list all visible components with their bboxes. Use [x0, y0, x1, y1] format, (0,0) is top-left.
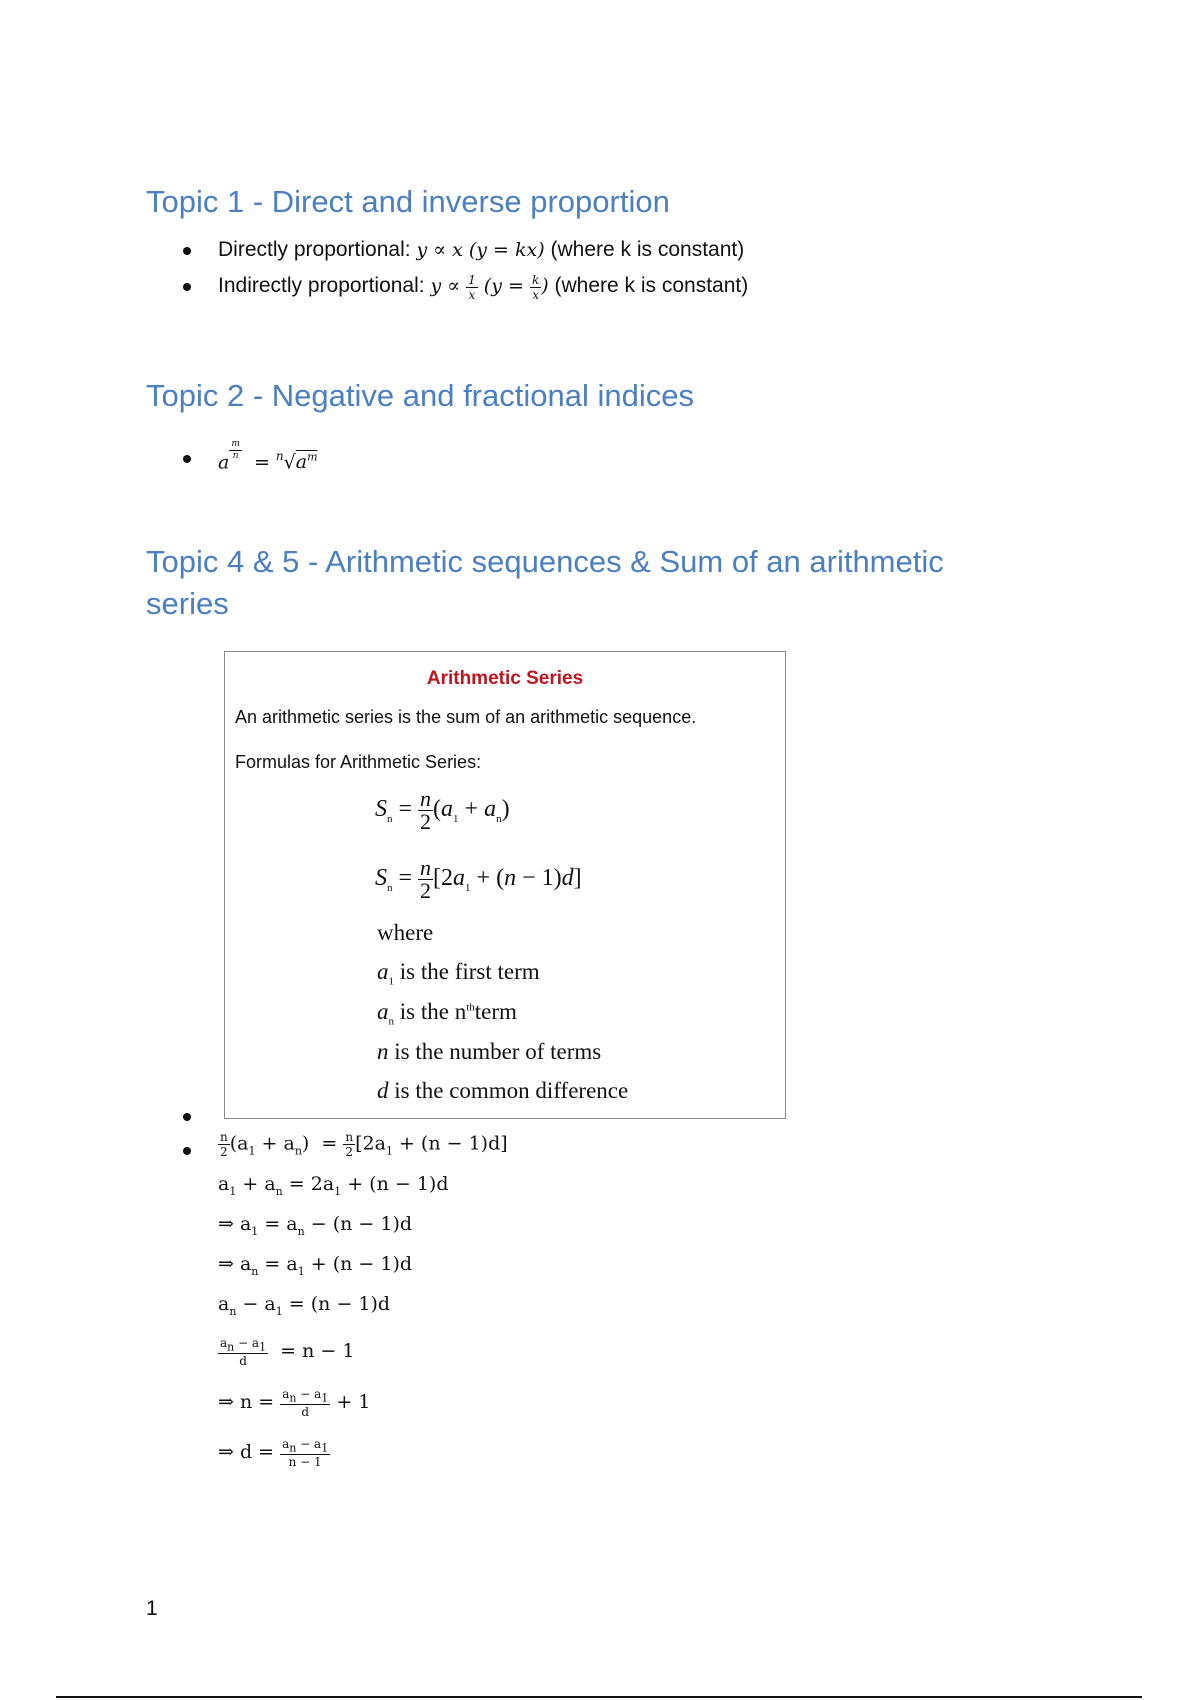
derivation-line: $a_1 + a_n = 2a_1 + (n - 1)d$ [218, 1173, 449, 1198]
bullet-dot [183, 1147, 191, 1155]
bullet-dot [183, 247, 191, 255]
bullet-dot [183, 1113, 191, 1121]
bullet-dot [183, 283, 191, 291]
page-number: 1 [146, 1597, 158, 1620]
definition-a1: $a_1$ is the first term [377, 959, 540, 988]
sum-formula-1: $S_n$ = $\frac{n}{2}$ $(a_1 + a_n)$ [375, 786, 510, 834]
footer-rule [56, 1696, 1142, 1698]
bullet-note: (where k is constant) [550, 238, 745, 261]
derivation-line: $\frac{a_n - a_1}{d}$ = n − 1 [220, 1336, 355, 1369]
bullet-dot [183, 455, 191, 463]
figure-intro: An arithmetic series is the sum of an arithmetic sequence. [235, 707, 697, 727]
definition-n: n is the number of terms [377, 1039, 602, 1064]
direct-proportion-formula: y ∝ x (y = kx) [416, 239, 545, 261]
figure-formulas-label: Formulas for Arithmetic Series: [235, 752, 482, 772]
derivation-line: ⇒ n = $\frac{a_n - a_1}{d}$ + 1 [218, 1387, 371, 1420]
derivation-line: ⇒ d = $\frac{a_n - a_1}{n - 1}$ [218, 1437, 329, 1470]
bullet-note: (where k is constant) [554, 274, 749, 297]
definition-d: d is the common difference [377, 1078, 629, 1103]
fractional-index-formula: a $^{\frac{m}{n}}$ = $^n√a^m$ [218, 438, 318, 474]
topic45-heading-line2: series [146, 586, 229, 621]
derivation-line: ⇒ $a_1 = a_n - (n - 1)d$ [218, 1213, 413, 1238]
sum-formula-2: $S_n$ = $\frac{n}{2}$ $[2a_1 + (n - 1)d]$ [375, 855, 582, 903]
where-label: where [377, 920, 434, 945]
bullet-label: Indirectly proportional: [218, 274, 425, 297]
arithmetic-series-figure [224, 651, 786, 1119]
topic45-heading-line1: Topic 4 & 5 - Arithmetic sequences & Sum of an arithmetic [146, 544, 944, 579]
definition-an: $a_n$ is the $n^{th}term$ [377, 999, 517, 1028]
topic2-heading: Topic 2 - Negative and fractional indices [146, 378, 694, 413]
figure-title: Arithmetic Series [426, 668, 584, 689]
derivation-line: $a_n - a_1 = (n - 1)d$ [218, 1293, 391, 1318]
derivation-line: $\frac{n}{2}$ $(a_1 + a_n)$ = $\frac{n}{2}$ $[2a_1 + (n - 1)d]$ [220, 1130, 508, 1159]
inverse-proportion-formula: y ∝ $\frac{1}{x}$ (y = $\frac{k}{x}$ ) [430, 272, 549, 302]
bullet-label: Directly proportional: [218, 238, 411, 261]
derivation-line: ⇒ $a_n = a_1 + (n - 1)d$ [218, 1253, 413, 1278]
topic1-heading: Topic 1 - Direct and inverse proportion [146, 184, 670, 219]
